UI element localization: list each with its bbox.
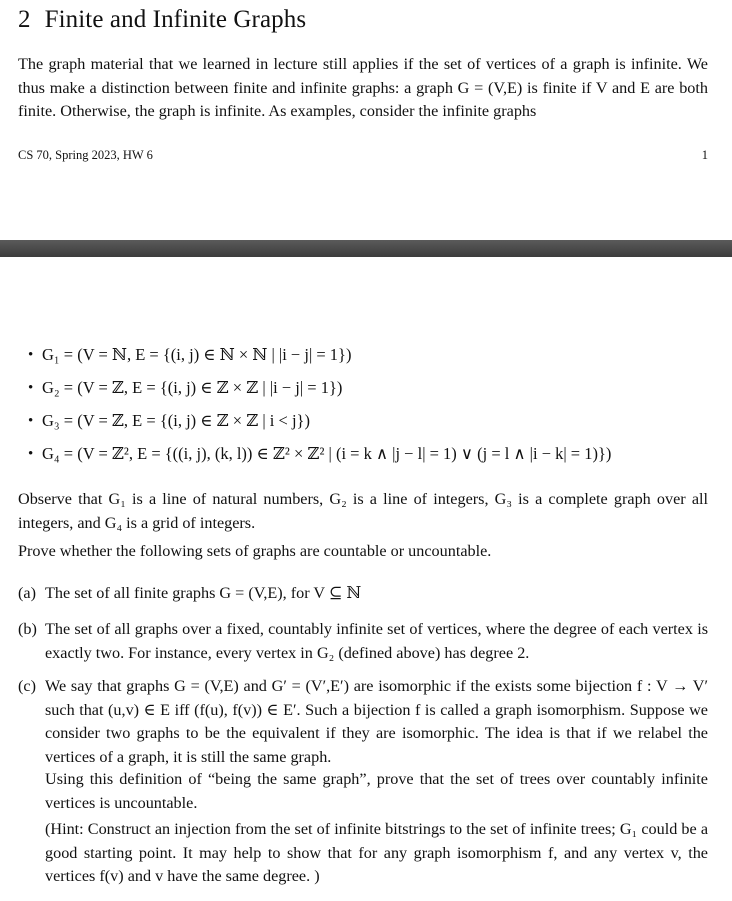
- question-c: [18, 675, 708, 769]
- page-divider: [0, 240, 732, 257]
- intro-paragraph: The graph material that we learned in lecture still applies if the set of vertices of a graph is infinite. We thus make a distinction between finite and infinite graphs: a graph G = (V,E) is finite if V and E are both finite. Otherwise, the graph is infinite. As examples, consider the infinite graphs: [18, 55, 708, 120]
- section-title: Finite and Infinite Graphs: [44, 6, 307, 33]
- question-b: [18, 618, 708, 665]
- list-item: • G₃ = (V = ℤ, E = {(i, j) ∈ ℤ × ℤ | i < j}): [28, 409, 611, 442]
- question-c-task: Using this definition of “being the same graph”, prove that the set of trees over countably infinite vertices is uncountable.: [45, 770, 708, 812]
- section-heading: [18, 6, 306, 34]
- page-number: 1: [701, 148, 708, 162]
- prove-paragraph: Prove whether the following sets of graphs are countable or uncountable.: [18, 542, 492, 560]
- observe-paragraph: Observe that G₁ is a line of natural numbers, G₂ is a line of integers, G₃ is a complete graph over all integers, and G₄ is a grid of integers.: [18, 490, 708, 532]
- graph-list: [28, 343, 611, 475]
- page-footer: [18, 148, 708, 163]
- question-text: The set of all finite graphs G = (V,E), for V ⊆ ℕ: [45, 584, 362, 602]
- question-label: (a): [18, 584, 36, 602]
- question-text: We say that graphs G = (V,E) and G′ = (V′,E′) are isomorphic if the exists some bijection f : V → V′ such that (u,v) ∈ E iff (f(u), f(v)) ∈ E′. Such a bijection f is called a graph isomorphism. Suppose we consider two graphs to be the equivalent if they are isomorphic. The idea is that if we relabel the vertices of a graph, it is still the same graph.: [45, 677, 708, 766]
- bullet-icon: •: [28, 446, 34, 462]
- question-text: The set of all graphs over a fixed, countably infinite set of vertices, where the degree of each vertex is exactly two. For instance, every vertex in G₂ (defined above) has degree 2.: [45, 620, 708, 662]
- bullet-icon: •: [28, 413, 34, 429]
- section-number: 2: [18, 6, 31, 33]
- list-item: • G₄ = (V = ℤ², E = {((i, j), (k, l)) ∈ ℤ² × ℤ² | (i = k ∧ |j − l| = 1) ∨ (j = l ∧ |i − k| = 1)}): [28, 442, 611, 475]
- course-label: CS 70, Spring 2023, HW 6: [18, 148, 153, 162]
- bullet-icon: •: [28, 347, 34, 363]
- bullet-icon: •: [28, 380, 34, 396]
- question-label: (b): [18, 620, 37, 638]
- question-c-hint: (Hint: Construct an injection from the set of infinite bitstrings to the set of infinite trees; G₁ could be a good starting point. It may help to show that for any graph isomorphism f, and any vertex v, the vertices f(v) and v have the same degree. ): [45, 820, 708, 885]
- list-item: • G₂ = (V = ℤ, E = {(i, j) ∈ ℤ × ℤ | |i − j| = 1}): [28, 376, 611, 409]
- list-item: • G₁ = (V = ℕ, E = {(i, j) ∈ ℕ × ℕ | |i − j| = 1}): [28, 343, 611, 376]
- question-a: [18, 582, 708, 606]
- question-label: (c): [18, 677, 36, 695]
